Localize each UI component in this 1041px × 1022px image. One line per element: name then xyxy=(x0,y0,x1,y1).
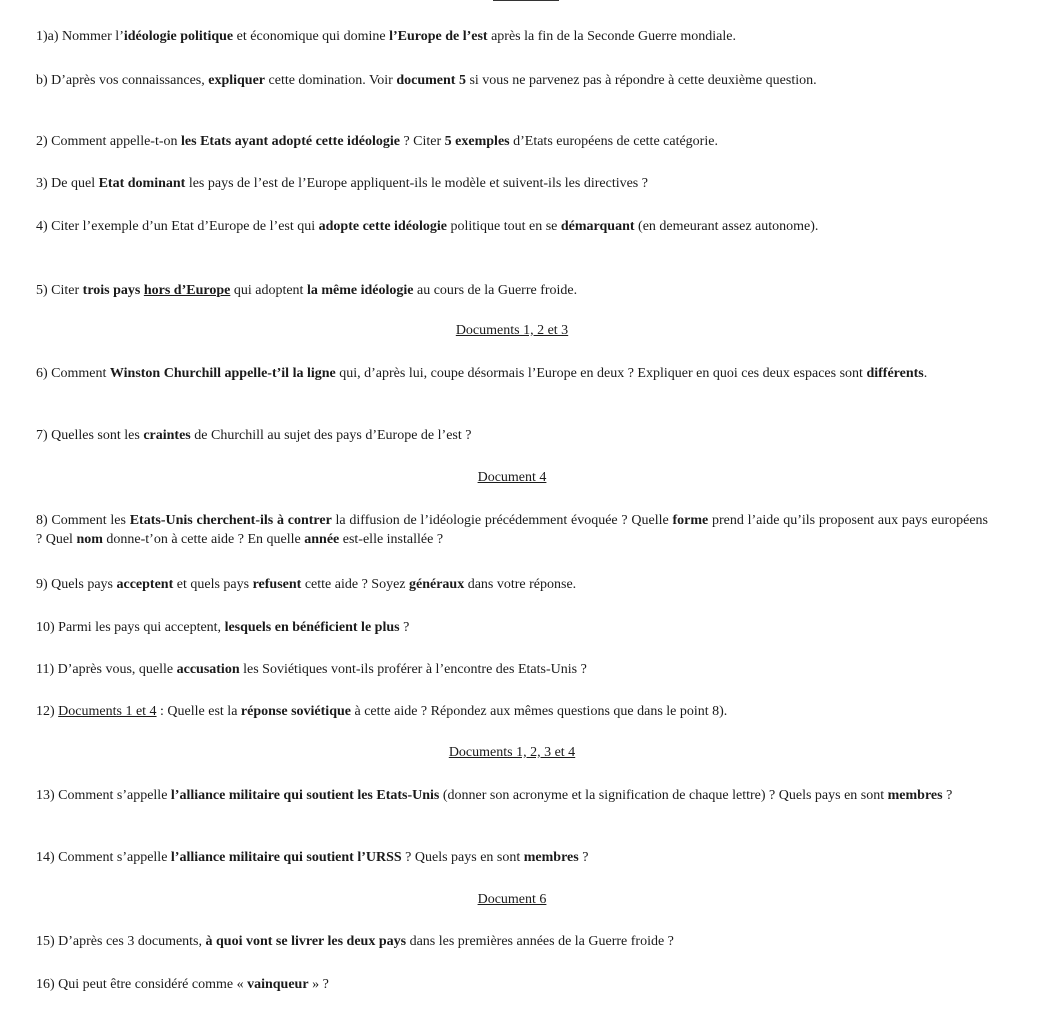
question-8: 8) Comment les Etats-Unis cherchent-ils à contrer la diffusion de l’idéologie précédemment évoquée ? Quelle forme prend l’aide qu’ils proposent aux pays européens ? Quel nom donne-t’on à cette aide ? En quelle année est-elle installée ? xyxy=(36,513,988,547)
heading-document-4: Document 4 xyxy=(477,470,547,485)
question-2: 2) Comment appelle-t-on les Etats ayant adopté cette idéologie ? Citer 5 exemples d’Etats européens de cette catégorie. xyxy=(36,134,718,149)
question-7: 7) Quelles sont les craintes de Churchill au sujet des pays d’Europe de l’est ? xyxy=(36,428,472,443)
question-1a: 1)a) Nommer l’idéologie politique et économique qui domine l’Europe de l’est après la fin de la Seconde Guerre mondiale. xyxy=(36,29,736,44)
question-14: 14) Comment s’appelle l’alliance militaire qui soutient l’URSS ? Quels pays en sont membres ? xyxy=(36,850,589,865)
question-13: 13) Comment s’appelle l’alliance militaire qui soutient les Etats-Unis (donner son acronyme et la signification de chaque lettre) ? Quels pays en sont membres ? xyxy=(36,788,953,803)
top-heading-underline xyxy=(493,0,559,1)
question-11: 11) D’après vous, quelle accusation les Soviétiques vont-ils proférer à l’encontre des Etats-Unis ? xyxy=(36,662,587,677)
question-10: 10) Parmi les pays qui acceptent, lesquels en bénéficient le plus ? xyxy=(36,620,410,635)
question-3: 3) De quel Etat dominant les pays de l’est de l’Europe appliquent-ils le modèle et suivent-ils les directives ? xyxy=(36,176,648,191)
question-4: 4) Citer l’exemple d’un Etat d’Europe de l’est qui adopte cette idéologie politique tout en se démarquant (en demeurant assez autonome). xyxy=(36,219,819,234)
question-5: 5) Citer trois pays hors d’Europe qui adoptent la même idéologie au cours de la Guerre froide. xyxy=(36,283,578,298)
question-6: 6) Comment Winston Churchill appelle-t’il la ligne qui, d’après lui, coupe désormais l’Europe en deux ? Expliquer en quoi ces deux espaces sont différents. xyxy=(36,366,928,381)
question-9: 9) Quels pays acceptent et quels pays refusent cette aide ? Soyez généraux dans votre réponse. xyxy=(36,577,577,592)
question-15: 15) D’après ces 3 documents, à quoi vont se livrer les deux pays dans les premières années de la Guerre froide ? xyxy=(36,934,674,949)
heading-documents-1-2-3: Documents 1, 2 et 3 xyxy=(455,323,569,338)
heading-document-6: Document 6 xyxy=(477,892,547,907)
question-1b: b) D’après vos connaissances, expliquer cette domination. Voir document 5 si vous ne parvenez pas à répondre à cette deuxième question. xyxy=(36,73,817,88)
question-16: 16) Qui peut être considéré comme « vainqueur » ? xyxy=(36,977,329,992)
question-12: 12) Documents 1 et 4 : Quelle est la réponse soviétique à cette aide ? Répondez aux mêmes questions que dans le point 8). xyxy=(36,704,728,719)
heading-documents-1-2-3-4: Documents 1, 2, 3 et 4 xyxy=(448,745,576,760)
